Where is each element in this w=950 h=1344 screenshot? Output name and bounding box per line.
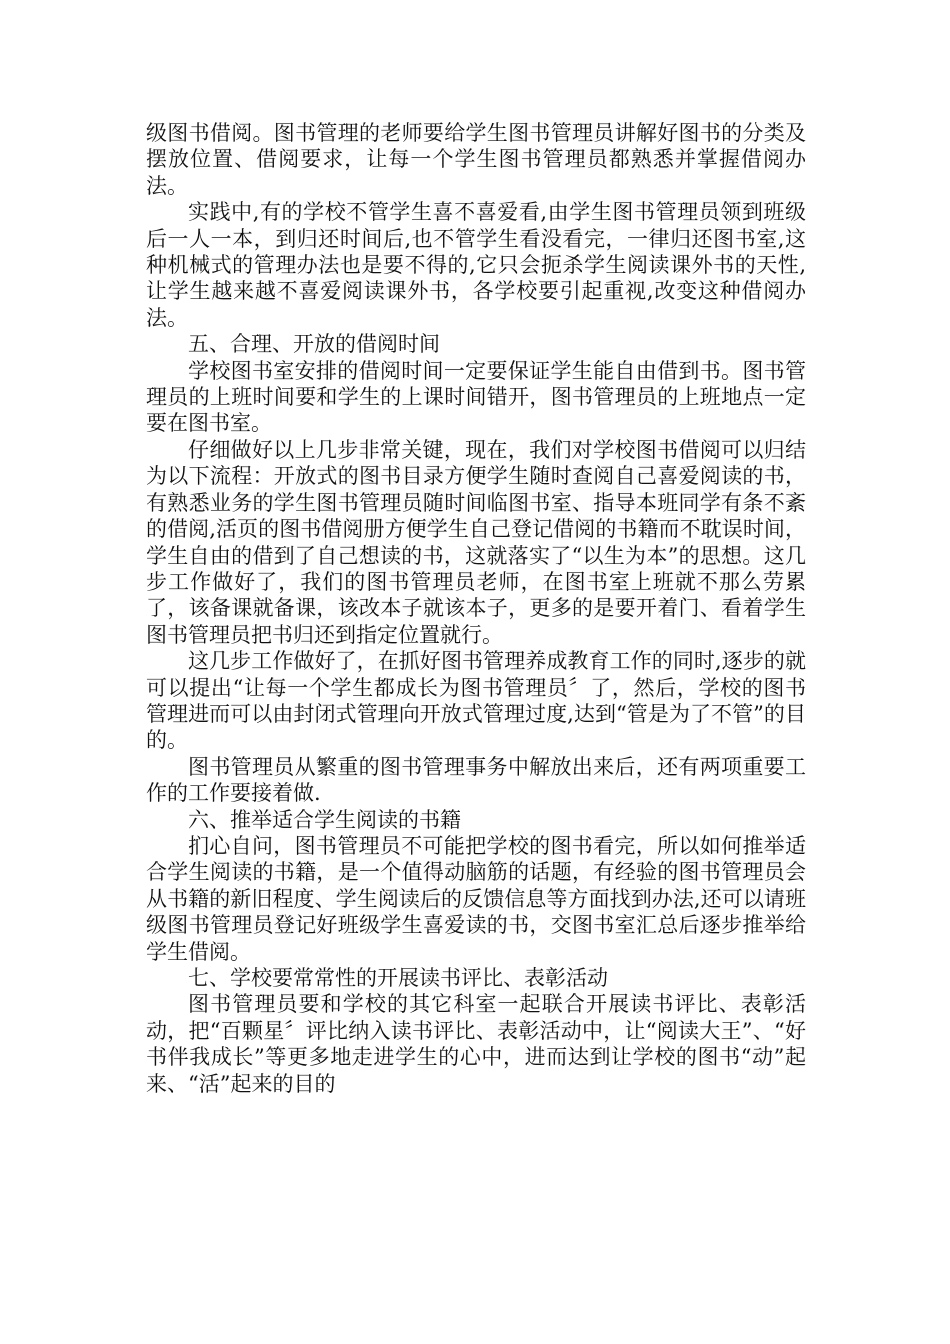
paragraph-1: 级图书借阅。图书管理的老师要给学生图书管理员讲解好图书的分类及摆放位置、借阅要求，让每一个学生图书管理员都熟悉并掌握借阅办法。 [146, 121, 806, 198]
paragraph-5: 这几步工作做好了，在抓好图书管理养成教育工作的同时,逐步的就可以提出“让每一个学生都成长为图书管理员〞了，然后，学校的图书管理进而可以由封闭式管理向开放式管理过度,达到“管是为了不管”的目的。 [146, 649, 806, 753]
section-heading-5: 五、合理、开放的借阅时间 [188, 332, 440, 357]
paragraph-2: 实践中,有的学校不管学生喜不喜爱看,由学生图书管理员领到班级后一人一本，到归还时间后,也不管学生看没看完，一律归还图书室,这种机械式的管理办法也是要不得的,它只会扼杀学生阅读课外书的天性,让学生越来越不喜爱阅读课外书，各学校要引起重视,改变这种借阅办法。 [146, 200, 806, 330]
document-body [146, 120, 806, 1097]
section-heading-7: 七、学校要常常性的开展读书评比、表彰活动 [188, 966, 608, 990]
paragraph-7: 扪心自问，图书管理员不可能把学校的图书看完，所以如何推举适合学生阅读的书籍，是一个值得动脑筋的话题，有经验的图书管理员会从书籍的新旧程度、学生阅读后的反馈信息等方面找到办法,还可以请班级图书管理员登记好班级学生喜爱读的书，交图书室汇总后逐步推举给学生借阅。 [146, 833, 806, 964]
paragraph-8: 图书管理员要和学校的其它科室一起联合开展读书评比、表彰活动，把“百颗星〞评比纳入读书评比、表彰活动中，让“阅读大王”、“好书伴我成长”等更多地走进学生的心中，进而达到让学校的图书“动”起来、“活”起来的目的 [146, 992, 806, 1096]
section-heading-6: 六、推举适合学生阅读的书籍 [188, 807, 461, 832]
paragraph-3: 学校图书室安排的借阅时间一定要保证学生能自由借到书。图书管理员的上班时间要和学生的上课时间错开，图书管理员的上班地点一定要在图书室。 [146, 358, 806, 436]
paragraph-6: 图书管理员从繁重的图书管理事务中解放出来后，还有两项重要工作的工作要接着做. [146, 754, 806, 806]
paragraph-4: 仔细做好以上几步非常关键，现在，我们对学校图书借阅可以归结为以下流程：开放式的图书目录方便学生随时查阅自己喜爱阅读的书，有熟悉业务的学生图书管理员随时间临图书室、指导本班同学有条不紊的借阅,活页的图书借阅册方便学生自己登记借阅的书籍而不耽误时间，学生自由的借到了自己想读的书，这就落实了“以生为本”的思想。这几步工作做好了，我们的图书管理员老师，在图书室上班就不那么劳累了，该备课就备课，该改本子就该本子，更多的是要开着门、看着学生图书管理员把书归还到指定位置就行。 [146, 437, 806, 647]
